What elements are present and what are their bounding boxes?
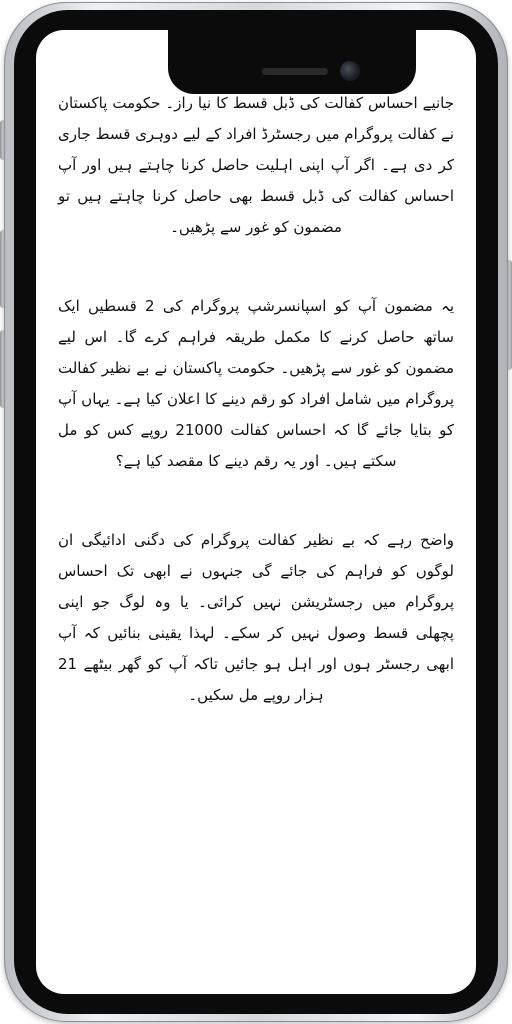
speaker-grille — [262, 68, 328, 75]
front-camera-icon — [340, 61, 360, 81]
article-paragraph-1: جانیے احساس کفالت کی ڈبل قسط کا نیا راز۔ حکومت پاکستان نے کفالت پروگرام میں رجسٹرڈ افراد کے لیے دوہری قسط جاری کر دی ہے۔ اگر آپ اپنی اہلیت حاصل کرنا چاہتے ہیں اور آپ احساس کفالت کی ڈبل قسط بھی حاصل کرنا چاہتے ہیں تو مضمون کو غور سے پڑھیں۔ — [58, 94, 454, 236]
phone-screen — [36, 30, 476, 994]
article-paragraph-2: یہ مضمون آپ کو اسپانسرشپ پروگرام کی 2 قسطیں ایک ساتھ حاصل کرنے کا مکمل طریقہ فراہم کرے گا۔ اس لیے مضمون کو غور سے پڑھیں۔ حکومت پاکستان نے بے نظیر کفالت پروگرام میں شامل افراد کو رقم دینے کا اعلان کیا ہے۔ یہاں آپ کو بتایا جائے گا کہ احساس کفالت 21000 روپے کس کو مل سکتے ہیں۔ اور یہ رقم دینے کا مقصد کیا ہے؟ — [58, 297, 455, 470]
notch — [168, 30, 416, 94]
article-paragraph-3: واضح رہے کہ بے نظیر کفالت پروگرام کی دگنی ادائیگی ان لوگوں کو فراہم کی جائے گی جنہوں نے ابھی تک احساس پروگرام میں رجسٹریشن نہیں کرائی۔ یا وہ لوگ جو اپنی پچھلی قسط وصول نہیں کر سکے۔ لہذا یقینی بنائیں کہ آپ ابھی رجسٹر ہوں اور اہل ہو جائیں تاکہ آپ کو گھر بیٹھے 21 ہزار روپے مل سکیں۔ — [58, 531, 454, 704]
article-body — [58, 88, 454, 711]
